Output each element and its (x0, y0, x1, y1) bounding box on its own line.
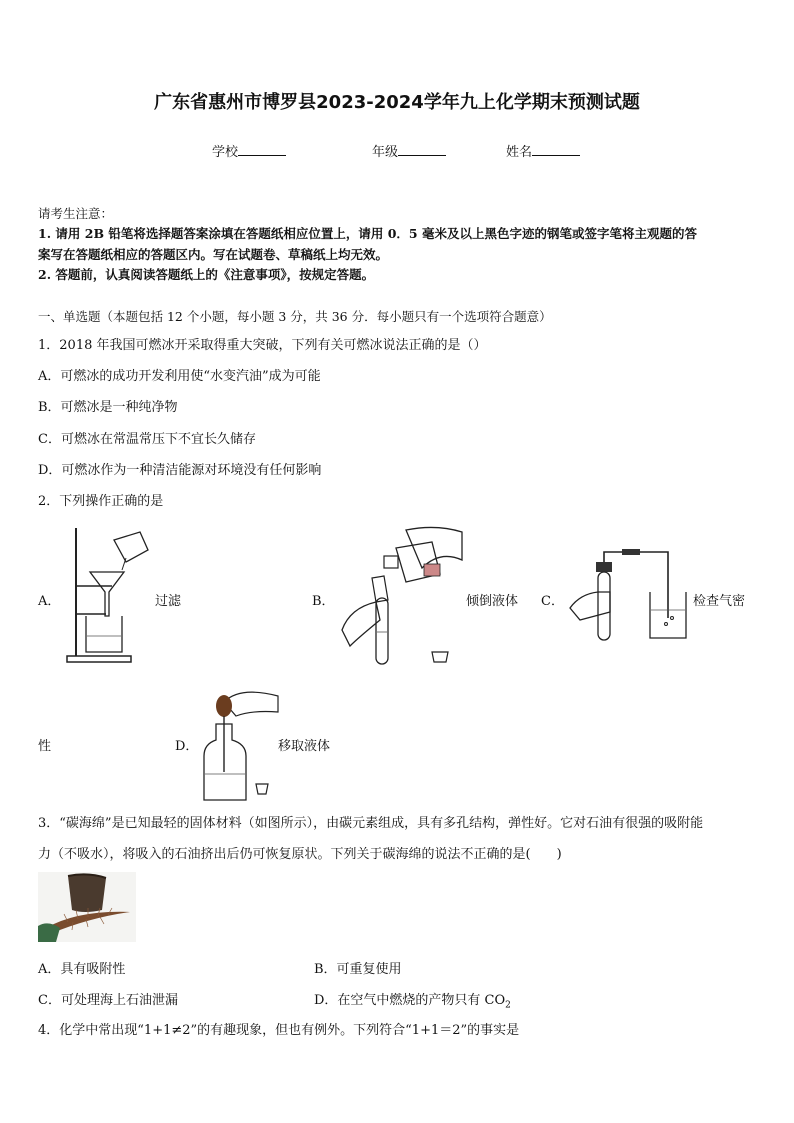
pouring-liquid-icon (336, 520, 466, 670)
q2-stem: 2．下列操作正确的是 (38, 494, 164, 509)
grade-label: 年级 (372, 145, 399, 160)
q3-stem-line2: 力（不吸水），将吸入的石油挤出后仍可恢复原状。下列关于碳海绵的说法不正确的是( ) (38, 847, 562, 862)
carbon-sponge-photo (38, 872, 136, 942)
name-label: 姓名 (506, 145, 533, 160)
section-heading: 一、单选题（本题包括 12 个小题，每小题 3 分，共 36 分．每小题只有一个选项符合题意） (38, 309, 552, 324)
dropper-icon (200, 684, 280, 804)
q3-option-a[interactable]: A．具有吸附性 (38, 962, 126, 977)
q2-a-text: 过滤 (155, 594, 182, 609)
grade-field[interactable] (372, 141, 446, 160)
q4-stem: 4．化学中常出现“1+1≠2”的有趣现象，但也有例外。下列符合“1+1＝2”的事实是 (38, 1023, 520, 1038)
notice-line2: 2. 答题前，认真阅读答题纸上的《注意事项》，按规定答题。 (38, 267, 375, 282)
filtration-icon (62, 526, 152, 666)
q2-d-text: 移取液体 (278, 739, 331, 754)
q2-a-letter[interactable]: A． (38, 594, 61, 609)
notice-line1b: 案写在答题纸相应的答题区内。写在试题卷、草稿纸上均无效。 (38, 247, 389, 262)
q1-option-c[interactable]: C．可燃冰在常温常压下不宜长久储存 (38, 432, 256, 447)
q1-option-d[interactable]: D．可燃冰作为一种清洁能源对环境没有任何影响 (38, 463, 322, 478)
q3-stem-line1: 3．“碳海绵”是已知最轻的固体材料（如图所示），由碳元素组成，具有多孔结构，弹性好。它对石油有很强的吸附能 (38, 816, 704, 831)
school-label: 学校 (212, 145, 239, 160)
q1-option-a[interactable]: A．可燃冰的成功开发利用使“水变汽油”成为可能 (38, 369, 321, 384)
q2-b-letter[interactable]: B． (312, 594, 335, 609)
q2-d-letter[interactable]: D． (175, 739, 199, 754)
airtightness-check-icon (566, 548, 690, 644)
q3-option-d[interactable] (314, 989, 511, 1011)
school-blank[interactable] (238, 143, 286, 156)
page-title: 广东省惠州市博罗县2023-2024学年九上化学期末预测试题 (154, 92, 640, 113)
q3-option-d-subscript: 2 (505, 1000, 511, 1011)
q3-option-b[interactable]: B．可重复使用 (314, 962, 402, 977)
notice-heading: 请考生注意： (38, 206, 114, 221)
q2-c-letter[interactable]: C． (541, 594, 564, 609)
name-blank[interactable] (532, 143, 580, 156)
q3-option-c[interactable]: C．可处理海上石油泄漏 (38, 993, 178, 1008)
grade-blank[interactable] (398, 143, 446, 156)
q2-c-text-cont: 性 (38, 739, 52, 754)
q3-option-d-text: D．在空气中燃烧的产物只有 CO (314, 993, 506, 1008)
q1-stem: 1．2018 年我国可燃冰开采取得重大突破，下列有关可燃冰说法正确的是（） (38, 338, 487, 353)
name-field[interactable] (506, 141, 580, 160)
notice-line1a: 1. 请用 2B 铅笔将选择题答案涂填在答题纸相应位置上，请用 0．5 毫米及以上黑色字迹的钢笔或签字笔将主观题的答 (38, 226, 697, 241)
q2-c-text: 检查气密 (693, 594, 746, 609)
q2-b-text: 倾倒液体 (466, 594, 519, 609)
school-field[interactable] (212, 141, 286, 160)
q1-option-b[interactable]: B．可燃冰是一种纯净物 (38, 400, 178, 415)
